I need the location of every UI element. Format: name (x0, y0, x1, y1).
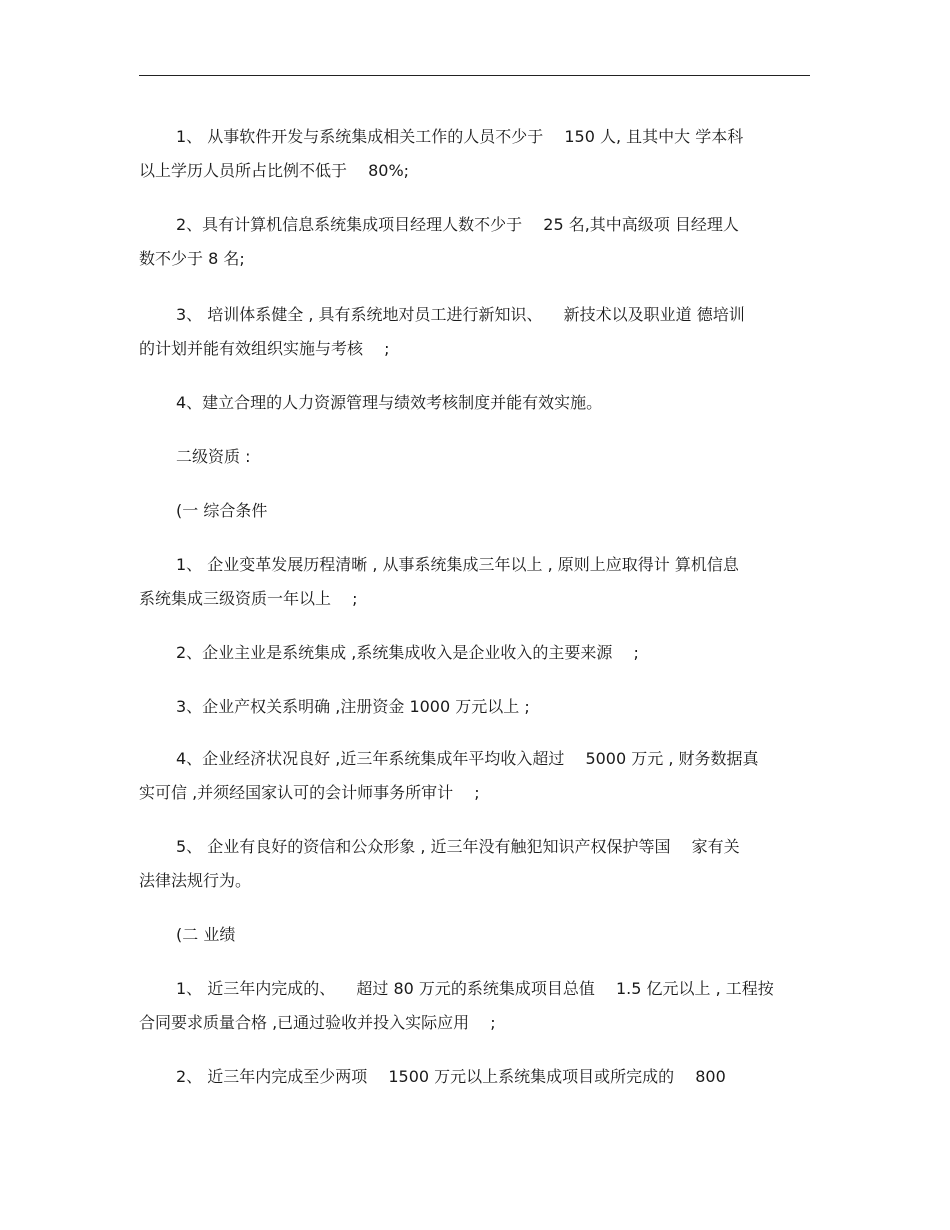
paragraph (139, 972, 810, 1040)
paragraph (139, 918, 810, 952)
text-line: 数不少于 8 名; (139, 249, 245, 268)
text-line: 2、具有计算机信息系统集成项目经理人数不少于 25 名,其中高级项 目经理人 (176, 215, 739, 234)
text-line: 实可信 ,并须经国家认可的会计师事务所审计 ; (139, 783, 480, 802)
text-line: 法律法规行为。 (139, 871, 252, 890)
paragraph (139, 208, 810, 276)
text-line: 以上学历人员所占比例不低于 80%; (139, 161, 410, 180)
paragraph (139, 1060, 810, 1094)
text-line: 4、建立合理的人力资源管理与绩效考核制度并能有效实施。 (176, 393, 603, 412)
paragraph (139, 830, 810, 898)
text-line: 3、企业产权关系明确 ,注册资金 1000 万元以上 ; (176, 697, 530, 716)
text-line: 2、 近三年内完成至少两项 1500 万元以上系统集成项目或所完成的 800 (176, 1067, 726, 1086)
text-line: 1、 近三年内完成的、 超过 80 万元的系统集成项目总值 1.5 亿元以上 , 工程按 (176, 979, 774, 998)
paragraph (139, 742, 810, 810)
paragraph (139, 636, 810, 670)
paragraph (139, 120, 810, 188)
text-line: 2、企业主业是系统集成 ,系统集成收入是企业收入的主要来源 ; (176, 643, 639, 662)
paragraph (139, 548, 810, 616)
text-line: 4、企业经济状况良好 ,近三年系统集成年平均收入超过 5000 万元 , 财务数据真 (176, 749, 759, 768)
text-line: 5、 企业有良好的资信和公众形象 , 近三年没有触犯知识产权保护等国 家有关 (176, 837, 740, 856)
text-line: 的计划并能有效组织实施与考核 ; (139, 339, 390, 358)
text-line: 合同要求质量合格 ,已通过验收并投入实际应用 ; (139, 1013, 496, 1032)
paragraph (139, 298, 810, 366)
paragraph (139, 386, 810, 420)
text-line: 系统集成三级资质一年以上 ; (139, 589, 358, 608)
text-line: 二级资质 : (176, 447, 251, 466)
text-line: 3、 培训体系健全 , 具有系统地对员工进行新知识、 新技术以及职业道 德培训 (176, 305, 745, 324)
text-line: 1、 企业变革发展历程清晰 , 从事系统集成三年以上 , 原则上应取得计 算机信息 (176, 555, 739, 574)
text-line: (一 综合条件 (176, 501, 268, 520)
text-line: 1、 从事软件开发与系统集成相关工作的人员不少于 150 人, 且其中大 学本科 (176, 127, 744, 146)
header-rule (139, 75, 810, 76)
paragraph (139, 494, 810, 528)
paragraph (139, 440, 810, 474)
text-line: (二 业绩 (176, 925, 236, 944)
paragraph (139, 690, 810, 724)
